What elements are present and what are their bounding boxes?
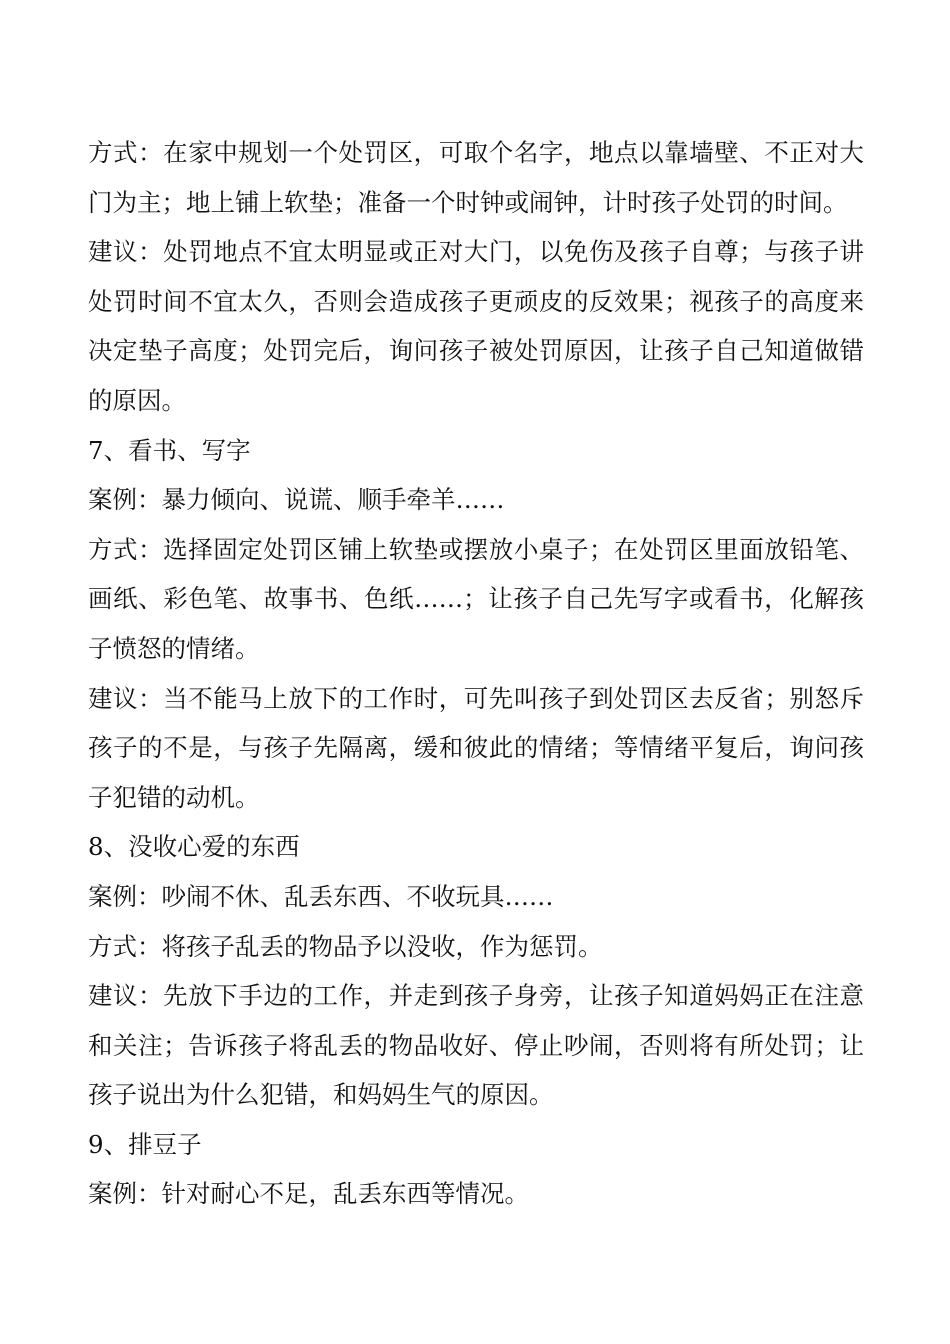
paragraph-case-7: 案例：暴力倾向、说谎、顺手牵羊…… bbox=[88, 485, 505, 515]
document-body bbox=[88, 128, 864, 1219]
paragraph-advice-7: 建议：当不能马上放下的工作时，可先叫孩子到处罚区去反省；别怒斥孩子的不是，与孩子先隔离，缓和彼此的情绪；等情绪平复后，询问孩子犯错的动机。 bbox=[88, 683, 864, 812]
paragraph-method-punishment-zone: 方式：在家中规划一个处罚区，可取个名字，地点以靠墙壁、不正对大门为主；地上铺上软垫；准备一个时钟或闹钟，计时孩子处罚的时间。 bbox=[88, 138, 864, 217]
paragraph-method-7: 方式：选择固定处罚区铺上软垫或摆放小桌子；在处罚区里面放铅笔、画纸、彩色笔、故事书、色纸……；让孩子自己先写字或看书，化解孩子愤怒的情绪。 bbox=[88, 534, 864, 663]
section-heading-8: 8、没收心爱的东西 bbox=[88, 832, 300, 862]
paragraph-method-8: 方式：将孩子乱丢的物品予以没收，作为惩罚。 bbox=[88, 931, 603, 961]
paragraph-case-8: 案例：吵闹不休、乱丢东西、不收玩具…… bbox=[88, 881, 554, 911]
paragraph-advice-punishment-zone: 建议：处罚地点不宜太明显或正对大门，以免伤及孩子自尊；与孩子讲处罚时间不宜太久，否则会造成孩子更顽皮的反效果；视孩子的高度来决定垫子高度；处罚完后，询问孩子被处罚原因，让孩子自己知道做错的原因。 bbox=[88, 237, 864, 415]
paragraph-advice-8: 建议：先放下手边的工作，并走到孩子身旁，让孩子知道妈妈正在注意和关注；告诉孩子将乱丢的物品收好、停止吵闹，否则将有所处罚；让孩子说出为什么犯错，和妈妈生气的原因。 bbox=[88, 981, 864, 1110]
section-heading-9: 9、排豆子 bbox=[88, 1129, 202, 1159]
paragraph-case-9: 案例：针对耐心不足，乱丢东西等情况。 bbox=[88, 1179, 529, 1209]
section-heading-7: 7、看书、写字 bbox=[88, 435, 251, 465]
